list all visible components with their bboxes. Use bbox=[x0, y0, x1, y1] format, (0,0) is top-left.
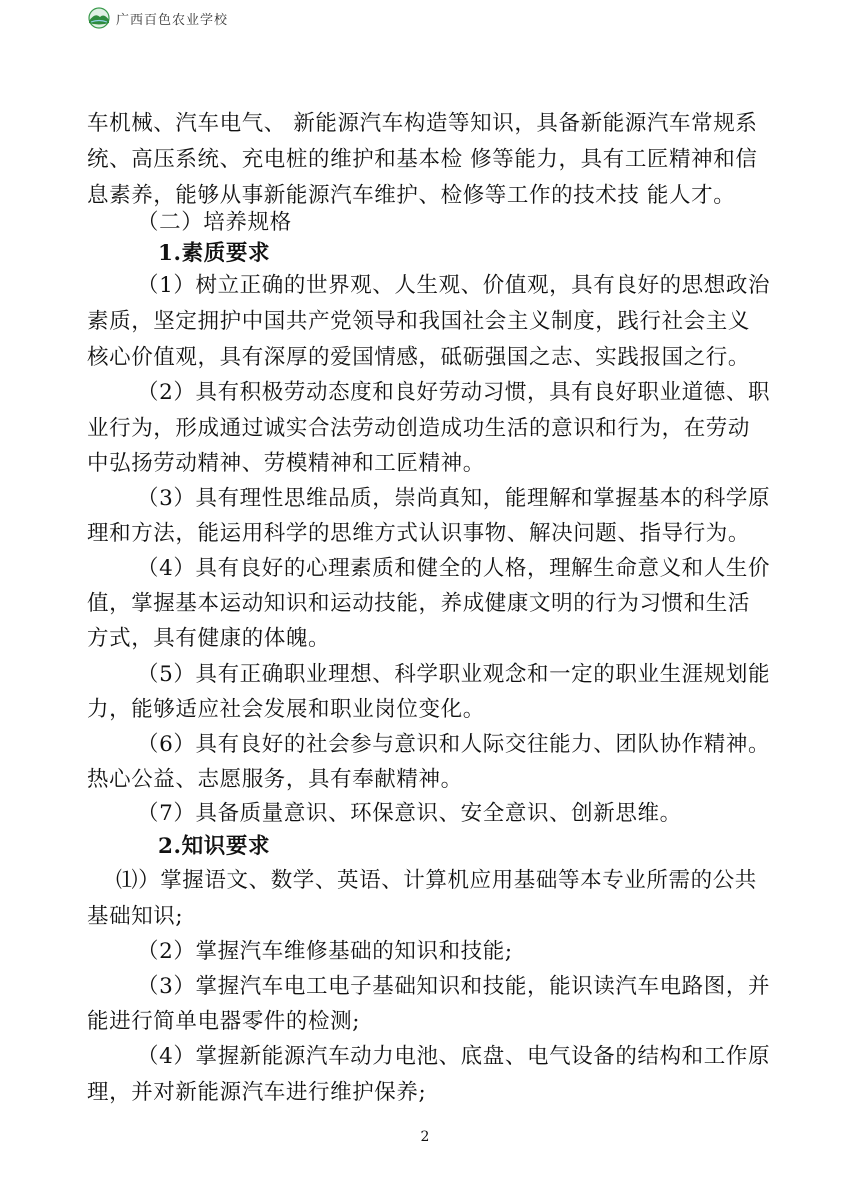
body-text-line: 方式，具有健康的体魄。 bbox=[87, 626, 331, 651]
list-item: （7）具备质量意识、环保意识、安全意识、创新思维。 bbox=[137, 801, 682, 826]
list-item: （5）具有正确职业理想、科学职业观念和一定的职业生涯规划能 bbox=[137, 662, 771, 687]
list-item: （2）掌握汽车维修基础的知识和技能; bbox=[137, 939, 513, 964]
body-text-line: 素质，坚定拥护中国共产党领导和我国社会主义制度，践行社会主义 bbox=[87, 309, 751, 334]
subsection-heading: 2.知识要求 bbox=[158, 834, 271, 859]
body-text-line: 热心公益、志愿服务，具有奉献精神。 bbox=[87, 767, 463, 792]
school-name: 广西百色农业学校 bbox=[116, 12, 229, 28]
body-text-line: 息素养，能够从事新能源汽车维护、检修等工作的技术技 能人才。 bbox=[87, 183, 736, 208]
list-item: （2）具有积极劳动态度和良好劳动习惯，具有良好职业道德、职 bbox=[137, 380, 771, 405]
body-text-line: 力，能够适应社会发展和职业岗位变化。 bbox=[87, 697, 485, 722]
list-item: （3）具有理性思维品质，崇尚真知，能理解和掌握基本的科学原 bbox=[137, 486, 771, 511]
body-text-line: 基础知识; bbox=[87, 904, 184, 929]
body-text-line: 业行为，形成通过诚实合法劳动创造成功生活的意识和行为，在劳动 bbox=[87, 416, 751, 441]
body-text-line: 车机械、汽车电气、 新能源汽车构造等知识，具备新能源汽车常规系 bbox=[87, 111, 758, 136]
body-text-line: 中弘扬劳动精神、劳模精神和工匠精神。 bbox=[87, 451, 485, 476]
list-item: ⑴）掌握语文、数学、英语、计算机应用基础等本专业所需的公共 bbox=[116, 868, 757, 893]
list-item: （6）具有良好的社会参与意识和人际交往能力、团队协作精神。 bbox=[137, 732, 771, 757]
subsection-heading: 1.素质要求 bbox=[158, 241, 271, 266]
page-number: 2 bbox=[420, 1129, 430, 1145]
body-text-line: 能进行简单电器零件的检测; bbox=[87, 1009, 361, 1034]
school-logo-icon bbox=[86, 7, 112, 29]
body-text-line: 理和方法，能运用科学的思维方式认识事物、解决问题、指导行为。 bbox=[87, 521, 751, 546]
page-header bbox=[86, 7, 228, 29]
section-heading: （二）培养规格 bbox=[137, 210, 292, 235]
list-item: （4）掌握新能源汽车动力电池、底盘、电气设备的结构和工作原 bbox=[137, 1044, 771, 1069]
body-text-line: 理，并对新能源汽车进行维护保养; bbox=[87, 1080, 427, 1105]
body-text-line: 核心价值观，具有深厚的爱国情感，砥砺强国之志、实践报国之行。 bbox=[87, 345, 751, 370]
list-item: （4）具有良好的心理素质和健全的人格，理解生命意义和人生价 bbox=[137, 556, 771, 581]
body-text-line: 统、高压系统、充电桩的维护和基本检 修等能力，具有工匠精神和信 bbox=[87, 147, 758, 172]
list-item: （1）树立正确的世界观、人生观、价值观，具有良好的思想政治 bbox=[137, 273, 771, 298]
body-text-line: 值，掌握基本运动知识和运动技能，养成健康文明的行为习惯和生活 bbox=[87, 591, 751, 616]
list-item: （3）掌握汽车电工电子基础知识和技能，能识读汽车电路图，并 bbox=[137, 974, 771, 999]
